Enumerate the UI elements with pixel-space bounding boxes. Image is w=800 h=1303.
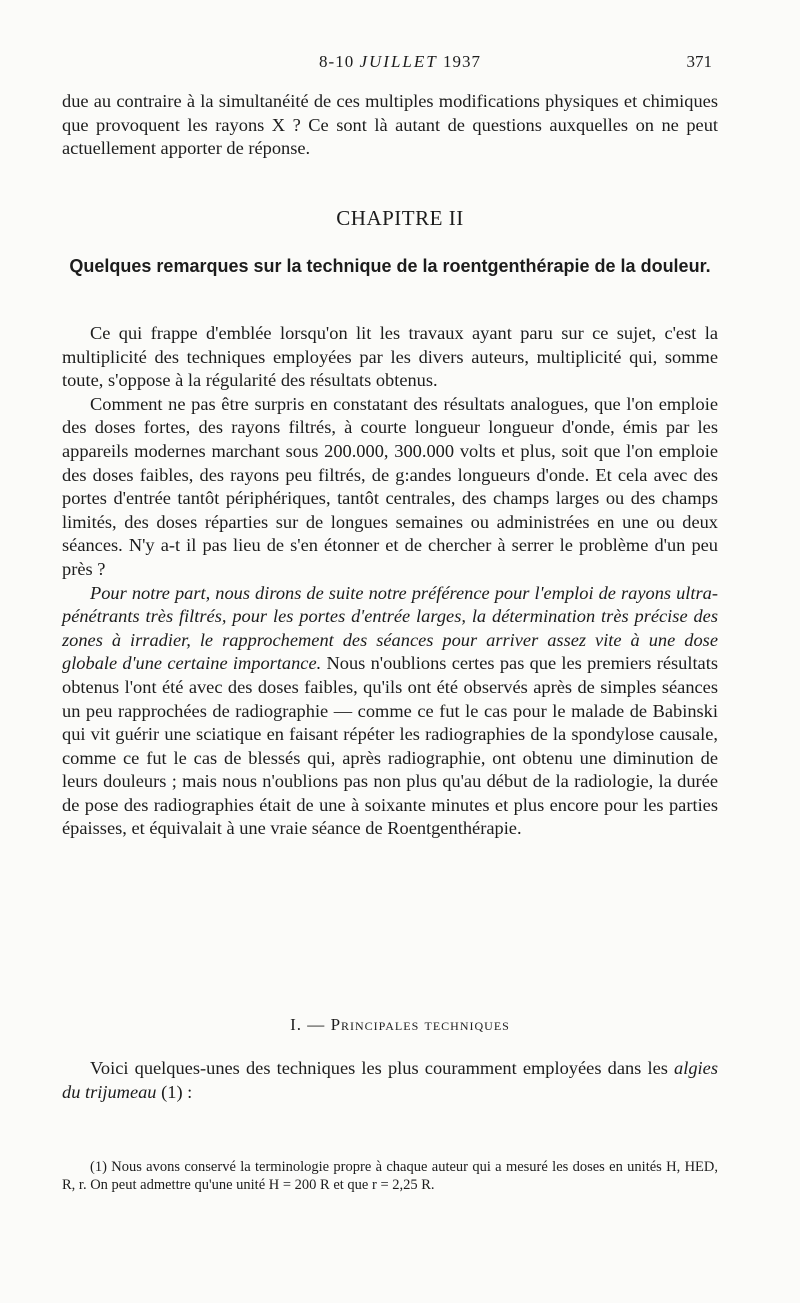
- main-text: [62, 322, 718, 841]
- section-paragraph-block: [62, 1057, 718, 1104]
- paragraph-2: Comment ne pas être surpris en constatant des résultats analogues, que l'on emploie des doses fortes, des rayons filtrés, à courte longueur longueur d'onde, émis par les appareils modernes marchant sous 200.000, 300.000 volts et plus, soit que l'on emploie des doses faibles, des rayons peu filtrés, de g:andes longueurs d'onde. Et cela avec des portes d'entrée tantôt périphériques, tantôt centrales, des champs larges ou des champs limités, des doses réparties sur de longues semaines ou administrées en une ou deux séances. N'y a-t il pas lieu de s'en étonner et de chercher à serrer le problème d'un peu près ?: [62, 393, 718, 579]
- section-title: Principales techniques: [330, 1015, 510, 1034]
- chapter-title: CHAPITRE II: [336, 206, 464, 230]
- footnote: [62, 1158, 718, 1194]
- paragraph-3-rest: Nous n'oublions certes pas que les premiers résultats obtenus l'ont été avec des doses faibles, qu'ils ont été observés après de simples séances un peu rapprochées de radiographie — comme ce fut le cas pour le malade de Babinski qui vit guérir une sciatique en faisant répéter les radiographies de la spondylose causale, comme ce fut le cas de blessés qui, après radiographie, ont obtenu une diminution de leurs douleurs ; mais nous n'oublions pas non plus qu'au début de la radiologie, la durée de pose des radiographies était de une à soixante minutes et plus encore pour les parties épaisses, et équivalait à une vraie séance de Roentgenthérapie.: [62, 653, 718, 839]
- section-paragraph-italic: algies du trijumeau: [62, 1058, 718, 1102]
- paragraph-3-italic: Pour notre part, nous dirons de suite notre préférence pour l'emploi de rayons ultra-pénétrants très filtrés, pour les portes d'entrée larges, la détermination très précise des zones à irradier, le rapprochement des séances pour arriver assez vite à une dose globale d'une certaine importance.: [62, 582, 718, 674]
- intro-paragraph-block: [62, 90, 718, 161]
- intro-paragraph: due au contraire à la simultanéité de ces multiples modifications physiques et chimiques que provoquent les rayons X ? Ce sont là autant de questions auxquelles on ne peut actuellement apporter de réponse.: [62, 91, 718, 159]
- header-date: 8-10 JUILLET 1937: [319, 52, 481, 71]
- paragraph-1: Ce qui frappe d'emblée lorsqu'on lit les travaux ayant paru sur ce sujet, c'est la multiplicité des techniques employées par les divers auteurs, multiplicité qui, somme toute, s'oppose à la régularité des résultats obtenus.: [62, 323, 718, 391]
- paragraph-3: [62, 582, 718, 842]
- running-head: [0, 52, 800, 78]
- chapter-subtitle: Quelques remarques sur la technique de la roentgenthérapie de la douleur.: [69, 256, 711, 276]
- page-number: 371: [686, 52, 712, 71]
- footnote-text: (1) Nous avons conservé la terminologie propre à chaque auteur qui a mesuré les doses en unités H, HED, R, r. On peut admettre qu'une unité H = 200 R et que r = 2,25 R.: [62, 1159, 718, 1193]
- section-paragraph: Voici quelques-unes des techniques les plus couramment employées dans les algies du trijumeau (1) :: [62, 1058, 718, 1102]
- section-heading: I. — Principales techniques: [290, 1015, 510, 1034]
